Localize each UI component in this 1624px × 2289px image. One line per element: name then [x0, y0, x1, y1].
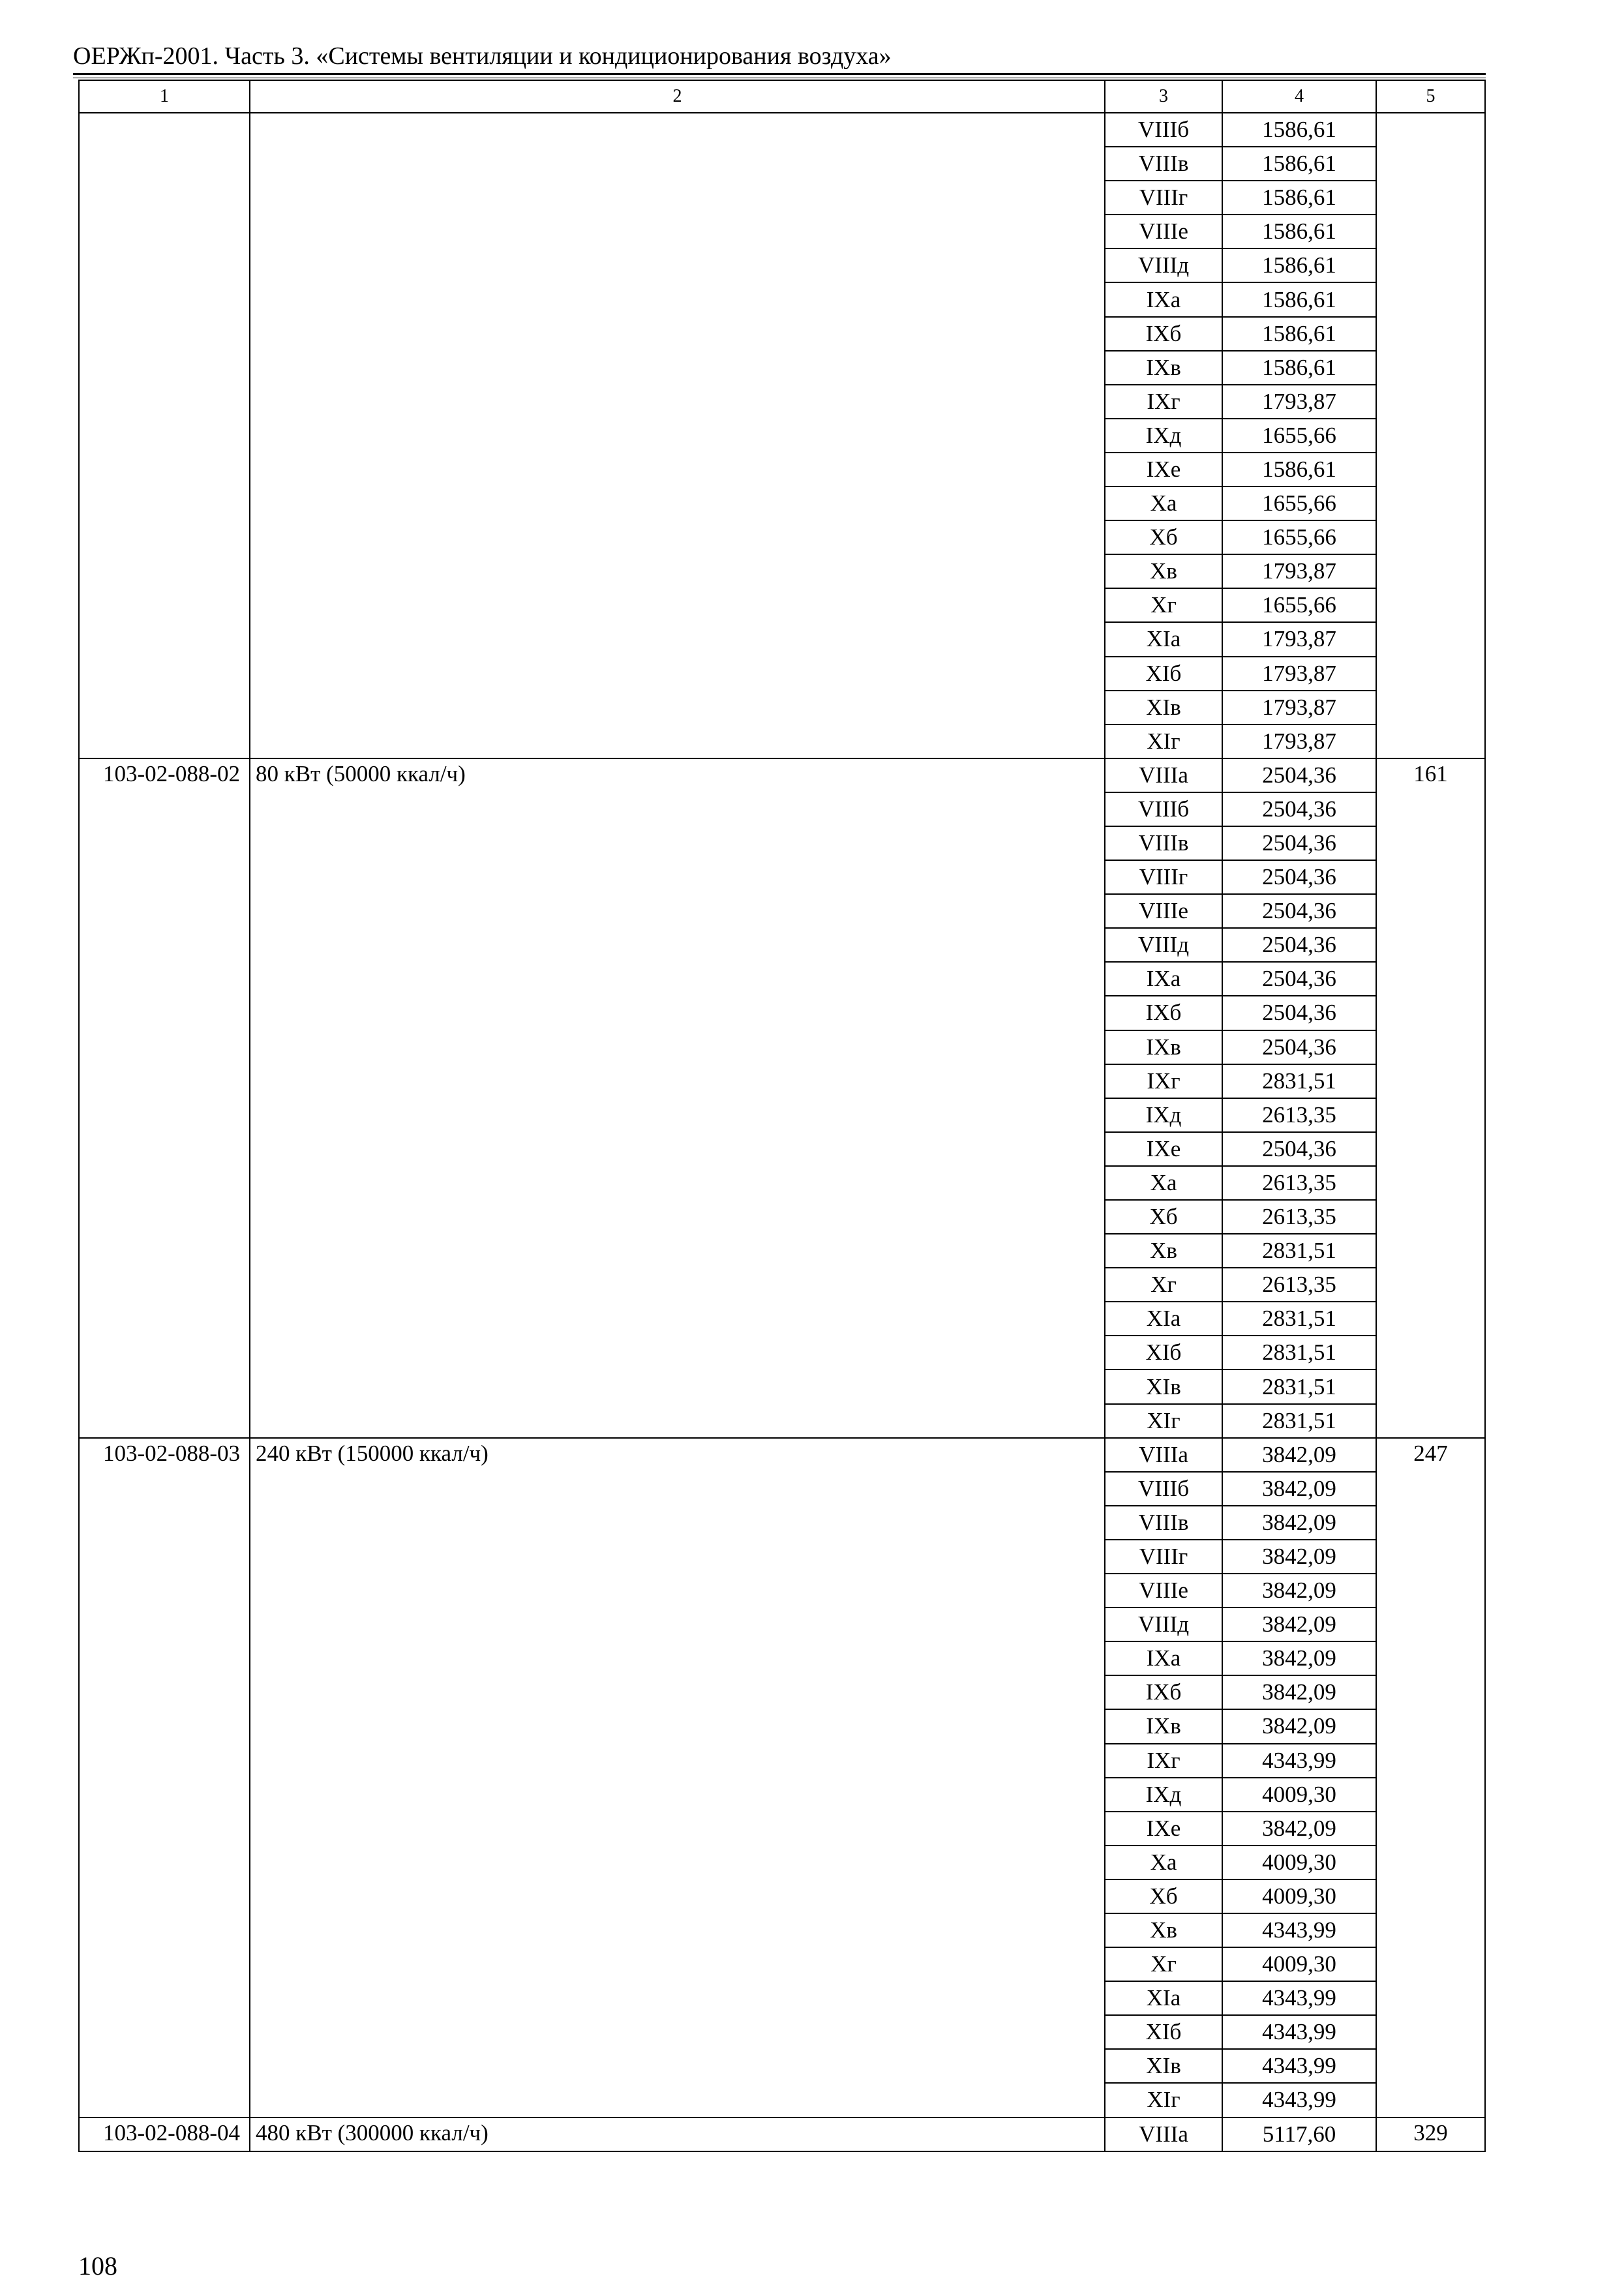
zone-cell: VIIIв [1105, 826, 1222, 860]
zone-cell: VIIIг [1105, 1540, 1222, 1574]
zone-cell: VIIIг [1105, 181, 1222, 215]
description-cell: 240 кВт (150000 ккал/ч) [250, 1438, 1105, 2117]
value-cell [1376, 113, 1485, 758]
zone-cell: VIIIд [1105, 248, 1222, 282]
price-cell: 2504,36 [1222, 826, 1376, 860]
price-cell: 2613,35 [1222, 1166, 1376, 1200]
zone-cell: VIIIа [1105, 758, 1222, 792]
page-header-title: ОЕРЖп-2001. Часть 3. «Системы вентиляции и кондиционирования воздуха» [73, 42, 892, 70]
zone-cell: IXг [1105, 385, 1222, 419]
price-cell: 4009,30 [1222, 1879, 1376, 1913]
zone-cell: IXе [1105, 1132, 1222, 1166]
zone-cell: IXд [1105, 1778, 1222, 1812]
value-cell: 329 [1376, 2117, 1485, 2151]
rate-code-cell [79, 113, 250, 758]
zone-cell: XIб [1105, 1336, 1222, 1369]
column-number-1: 1 [79, 80, 250, 113]
price-cell: 1586,61 [1222, 181, 1376, 215]
price-cell: 3842,09 [1222, 1574, 1376, 1608]
price-cell: 2831,51 [1222, 1302, 1376, 1336]
zone-cell: IXб [1105, 1675, 1222, 1709]
page-number: 108 [78, 2251, 117, 2281]
price-cell: 1793,87 [1222, 385, 1376, 419]
rate-code-cell: 103-02-088-04 [79, 2117, 250, 2151]
zone-cell: IXа [1105, 962, 1222, 996]
price-cell: 1586,61 [1222, 215, 1376, 248]
price-cell: 3842,09 [1222, 1540, 1376, 1574]
price-cell: 4009,30 [1222, 1846, 1376, 1879]
zone-cell: XIв [1105, 2049, 1222, 2083]
description-cell: 480 кВт (300000 ккал/ч) [250, 2117, 1105, 2151]
price-cell: 4343,99 [1222, 2083, 1376, 2117]
price-cell: 5117,60 [1222, 2117, 1376, 2151]
column-number-2: 2 [250, 80, 1105, 113]
price-cell: 3842,09 [1222, 1438, 1376, 1472]
zone-cell: Xб [1105, 1200, 1222, 1234]
zone-cell: VIIIд [1105, 1608, 1222, 1641]
price-cell: 1655,66 [1222, 588, 1376, 622]
value-cell: 247 [1376, 1438, 1485, 2117]
zone-cell: XIв [1105, 1369, 1222, 1403]
price-cell: 1655,66 [1222, 419, 1376, 453]
zone-cell: Xв [1105, 1913, 1222, 1947]
price-cell: 3842,09 [1222, 1709, 1376, 1743]
price-cell: 1793,87 [1222, 622, 1376, 656]
zone-cell: IXв [1105, 1709, 1222, 1743]
price-cell: 1586,61 [1222, 248, 1376, 282]
price-cell: 4009,30 [1222, 1947, 1376, 1981]
price-cell: 2504,36 [1222, 928, 1376, 962]
zone-cell: Xа [1105, 1166, 1222, 1200]
price-cell: 1655,66 [1222, 520, 1376, 554]
price-cell: 4343,99 [1222, 1913, 1376, 1947]
price-cell: 3842,09 [1222, 1675, 1376, 1709]
zone-cell: IXб [1105, 996, 1222, 1030]
zone-cell: IXд [1105, 1098, 1222, 1132]
zone-cell: Xа [1105, 1846, 1222, 1879]
zone-cell: XIг [1105, 2083, 1222, 2117]
zone-cell: VIIIа [1105, 2117, 1222, 2151]
zone-cell: IXг [1105, 1064, 1222, 1098]
price-cell: 2504,36 [1222, 996, 1376, 1030]
zone-cell: VIIIе [1105, 215, 1222, 248]
zone-cell: IXв [1105, 1030, 1222, 1064]
column-number-4: 4 [1222, 80, 1376, 113]
zone-cell: Xб [1105, 520, 1222, 554]
price-cell: 2831,51 [1222, 1404, 1376, 1438]
zone-cell: VIIIд [1105, 928, 1222, 962]
zone-cell: Xб [1105, 1879, 1222, 1913]
price-cell: 1793,87 [1222, 657, 1376, 691]
zone-cell: XIб [1105, 2015, 1222, 2049]
zone-cell: Xв [1105, 1234, 1222, 1268]
zone-cell: VIIIв [1105, 147, 1222, 181]
price-cell: 2613,35 [1222, 1098, 1376, 1132]
price-cell: 4009,30 [1222, 1778, 1376, 1812]
header-rule [73, 73, 1486, 75]
price-cell: 2504,36 [1222, 1030, 1376, 1064]
zone-cell: XIа [1105, 622, 1222, 656]
price-cell: 1586,61 [1222, 317, 1376, 351]
price-cell: 2831,51 [1222, 1369, 1376, 1403]
price-cell: 4343,99 [1222, 2015, 1376, 2049]
price-table [78, 80, 1486, 2152]
rate-code-cell: 103-02-088-02 [79, 758, 250, 1438]
column-number-3: 3 [1105, 80, 1222, 113]
price-cell: 1586,61 [1222, 282, 1376, 316]
column-number-5: 5 [1376, 80, 1485, 113]
zone-cell: XIг [1105, 725, 1222, 758]
price-table-body [79, 80, 1485, 2151]
price-cell: 2831,51 [1222, 1336, 1376, 1369]
zone-cell: IXб [1105, 317, 1222, 351]
zone-cell: XIа [1105, 1302, 1222, 1336]
table-row [79, 1438, 1485, 1472]
zone-cell: VIIIе [1105, 1574, 1222, 1608]
rate-code-cell: 103-02-088-03 [79, 1438, 250, 2117]
price-cell: 1586,61 [1222, 113, 1376, 147]
zone-cell: IXв [1105, 351, 1222, 385]
zone-cell: IXа [1105, 282, 1222, 316]
price-cell: 2613,35 [1222, 1200, 1376, 1234]
price-cell: 1586,61 [1222, 453, 1376, 486]
table-row [79, 113, 1485, 147]
price-cell: 3842,09 [1222, 1608, 1376, 1641]
zone-cell: IXг [1105, 1744, 1222, 1778]
zone-cell: Xг [1105, 588, 1222, 622]
zone-cell: XIб [1105, 657, 1222, 691]
description-cell [250, 113, 1105, 758]
description-cell: 80 кВт (50000 ккал/ч) [250, 758, 1105, 1438]
price-cell: 2504,36 [1222, 894, 1376, 928]
zone-cell: VIIIе [1105, 894, 1222, 928]
zone-cell: IXд [1105, 419, 1222, 453]
zone-cell: VIIIг [1105, 860, 1222, 894]
zone-cell: VIIIб [1105, 1472, 1222, 1506]
price-cell: 3842,09 [1222, 1472, 1376, 1506]
zone-cell: Xа [1105, 486, 1222, 520]
zone-cell: IXа [1105, 1641, 1222, 1675]
price-cell: 1586,61 [1222, 147, 1376, 181]
price-cell: 1793,87 [1222, 725, 1376, 758]
price-cell: 4343,99 [1222, 2049, 1376, 2083]
zone-cell: Xг [1105, 1268, 1222, 1302]
zone-cell: VIIIб [1105, 113, 1222, 147]
price-cell: 2831,51 [1222, 1234, 1376, 1268]
zone-cell: VIIIб [1105, 792, 1222, 826]
price-cell: 4343,99 [1222, 1744, 1376, 1778]
price-cell: 4343,99 [1222, 1981, 1376, 2015]
price-cell: 1655,66 [1222, 486, 1376, 520]
column-number-row [79, 80, 1485, 113]
zone-cell: XIв [1105, 691, 1222, 725]
table-row [79, 758, 1485, 792]
zone-cell: XIг [1105, 1404, 1222, 1438]
price-cell: 2504,36 [1222, 962, 1376, 996]
price-cell: 1586,61 [1222, 351, 1376, 385]
zone-cell: IXе [1105, 1812, 1222, 1846]
zone-cell: VIIIв [1105, 1506, 1222, 1540]
zone-cell: Xв [1105, 554, 1222, 588]
zone-cell: VIIIа [1105, 1438, 1222, 1472]
zone-cell: Xг [1105, 1947, 1222, 1981]
price-cell: 3842,09 [1222, 1506, 1376, 1540]
price-cell: 1793,87 [1222, 554, 1376, 588]
price-cell: 2613,35 [1222, 1268, 1376, 1302]
zone-cell: XIа [1105, 1981, 1222, 2015]
price-cell: 2504,36 [1222, 792, 1376, 826]
zone-cell: IXе [1105, 453, 1222, 486]
price-cell: 2504,36 [1222, 758, 1376, 792]
price-cell: 3842,09 [1222, 1641, 1376, 1675]
price-cell: 1793,87 [1222, 691, 1376, 725]
table-row [79, 2117, 1485, 2151]
value-cell: 161 [1376, 758, 1485, 1438]
price-cell: 2504,36 [1222, 1132, 1376, 1166]
price-cell: 2831,51 [1222, 1064, 1376, 1098]
price-cell: 2504,36 [1222, 860, 1376, 894]
price-cell: 3842,09 [1222, 1812, 1376, 1846]
